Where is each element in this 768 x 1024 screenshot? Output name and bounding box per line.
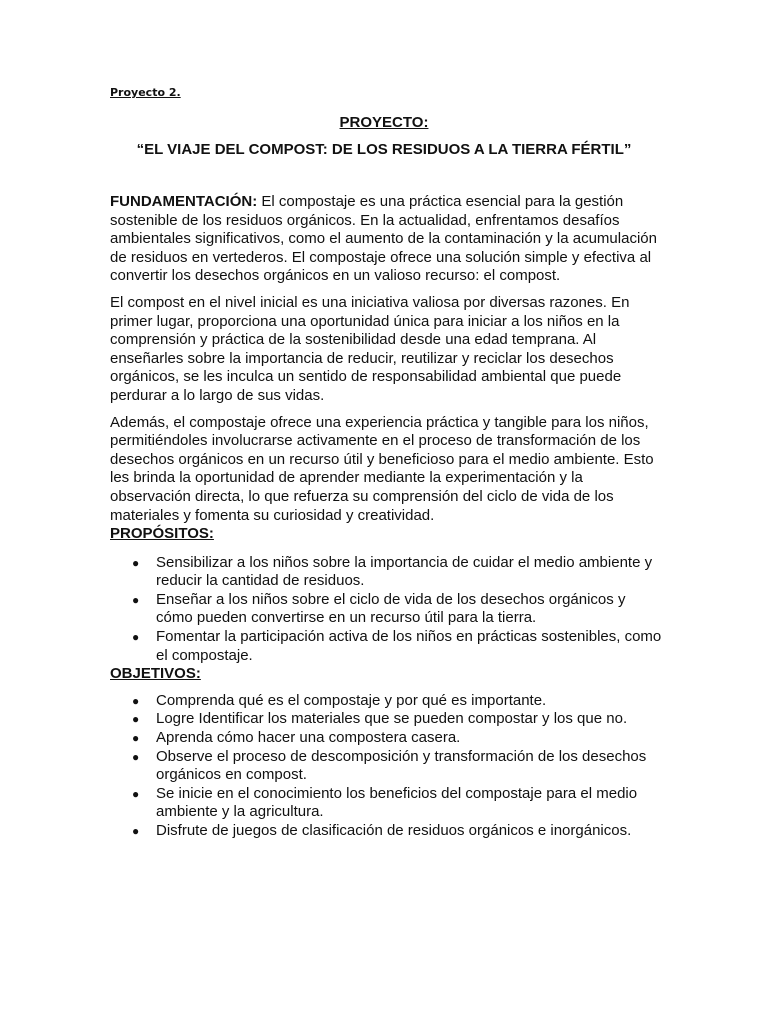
list-item-text: Logre Identificar los materiales que se pueden compostar y los que no. xyxy=(156,710,628,728)
list-item xyxy=(110,729,662,748)
objetivos-list xyxy=(110,692,662,841)
list-item xyxy=(110,591,662,628)
project-label: Proyecto 2. xyxy=(110,86,181,99)
title-line-2: “EL VIAJE DEL COMPOST: DE LOS RESIDUOS A LA TIERRA FÉRTIL” xyxy=(136,141,632,158)
list-item xyxy=(110,748,662,785)
list-item xyxy=(110,692,662,711)
fundamentacion-intro: El compostaje es una práctica esencial para la gestión sostenible de los residuos orgánicos. En la actualidad, enfrentamos desafíos ambientales significativos, como el aumento de la contaminación y la acumulación de residuos en vertederos. El compostaje ofrece una solución simple y efectiva al convertir los desechos orgánicos en un valioso recurso: el compost. xyxy=(110,193,657,285)
list-item-text: Comprenda qué es el compostaje y por qué es importante. xyxy=(156,691,547,709)
propositos-list xyxy=(110,554,662,666)
bullet-icon: ● xyxy=(132,693,140,708)
bullet-icon: ● xyxy=(132,630,140,645)
list-item-text: Observe el proceso de descomposición y transformación de los desechos orgánicos en compost. xyxy=(156,747,647,784)
fundamentacion-paragraph xyxy=(110,193,662,286)
paragraph-2: El compost en el nivel inicial es una iniciativa valiosa por diversas razones. En primer lugar, proporciona una oportunidad única para iniciar a los niños en la comprensión y práctica de la sostenibilidad desde una edad temprana. Al enseñarles sobre la importancia de reducir, reutilizar y reciclar los desechos orgánicos, se les inculca un sentido de responsabilidad ambiental que puede perdurar a lo largo de sus vidas. xyxy=(110,293,630,404)
title-line-1: PROYECTO: xyxy=(339,114,429,131)
bullet-icon: ● xyxy=(132,731,140,746)
list-item-text: Sensibilizar a los niños sobre la importancia de cuidar el medio ambiente y reducir la cantidad de residuos. xyxy=(156,553,653,590)
list-item-text: Enseñar a los niños sobre el ciclo de vida de los desechos orgánicos y cómo pueden convertirse en un recurso útil para la tierra. xyxy=(156,590,626,627)
bullet-icon: ● xyxy=(132,824,140,838)
bullet-icon: ● xyxy=(132,712,140,727)
list-item xyxy=(110,554,662,591)
list-item xyxy=(110,822,662,841)
list-item-text: Aprenda cómo hacer una compostera casera. xyxy=(156,729,461,747)
bullet-icon: ● xyxy=(132,786,140,801)
list-item-text: Se inicie en el conocimiento los beneficios del compostaje para el medio ambiente y la agricultura. xyxy=(156,784,638,821)
fundamentacion-heading: FUNDAMENTACIÓN: xyxy=(110,193,258,210)
bullet-icon: ● xyxy=(132,555,140,570)
list-item xyxy=(110,785,662,822)
list-item xyxy=(110,628,662,665)
propositos-heading: PROPÓSITOS: xyxy=(110,525,214,543)
bullet-icon: ● xyxy=(132,749,140,764)
bullet-icon: ● xyxy=(132,592,140,607)
paragraph-3: Además, el compostaje ofrece una experiencia práctica y tangible para los niños, permitiéndoles involucrarse activamente en el proceso de transformación de los desechos orgánicos en un recurso útil y beneficioso para el medio ambiente. Esto les brinda la oportunidad de aprender mediante la experimentación y la observación directa, lo que refuerza su comprensión del ciclo de vida de los materiales y fomenta su curiosidad y creatividad. xyxy=(110,413,654,524)
list-item-text: Disfrute de juegos de clasificación de residuos orgánicos e inorgánicos. xyxy=(156,822,632,839)
list-item-text: Fomentar la participación activa de los niños en prácticas sostenibles, como el compostaje. xyxy=(156,628,662,664)
objetivos-heading: OBJETIVOS: xyxy=(110,665,201,683)
list-item xyxy=(110,710,662,729)
document-body xyxy=(110,193,662,841)
